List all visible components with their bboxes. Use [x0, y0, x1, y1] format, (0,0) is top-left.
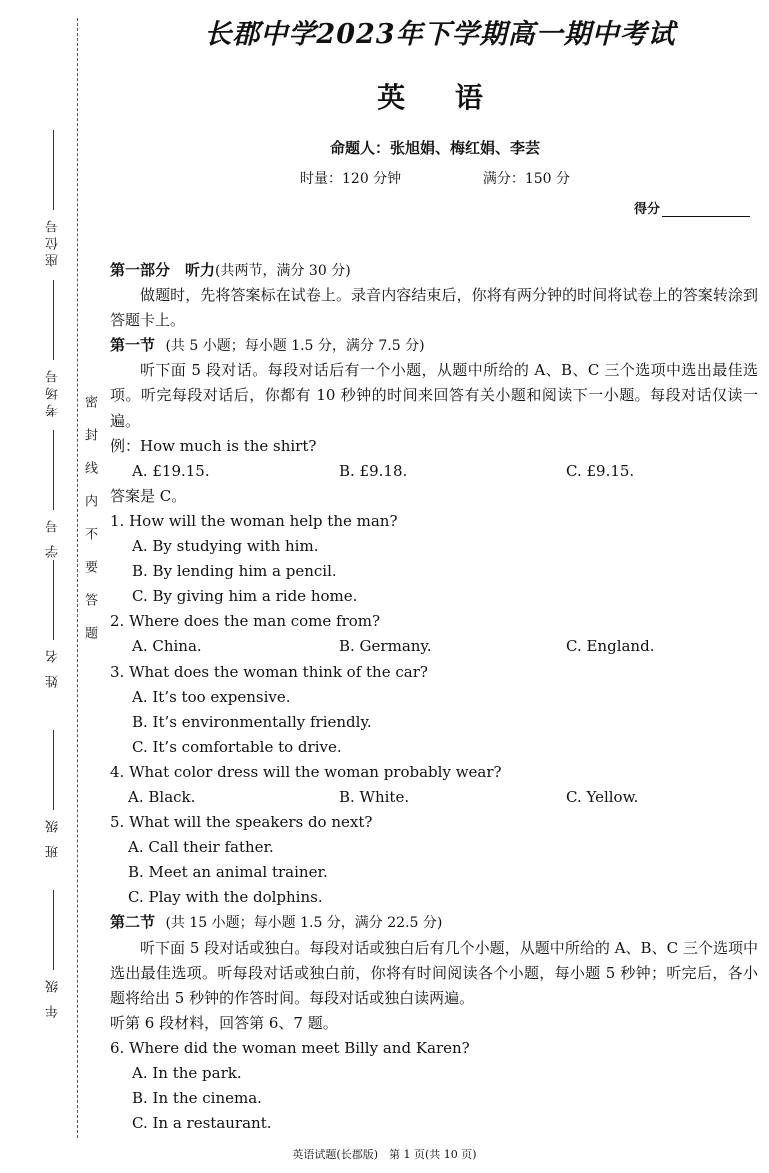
seal-dashed-line — [77, 18, 78, 1138]
score-blank[interactable] — [662, 203, 750, 217]
q4-options — [110, 785, 758, 810]
q5-option-b[interactable]: B. Meet an animal trainer. — [128, 863, 328, 882]
q4-option-a[interactable]: A. Black. — [128, 787, 196, 806]
section1-note: (共 5 小题；每小题 1.5 分，满分 7.5 分) — [165, 338, 425, 355]
question-1: 1. How will the woman help the man? — [110, 511, 398, 530]
example-answer: 答案是 C。 — [110, 486, 187, 505]
example-options — [110, 459, 758, 484]
question-5: 5. What will the speakers do next? — [110, 813, 373, 832]
example-option-a: A. £19.15. — [132, 461, 210, 480]
exam-time: 时量：120 分钟 — [300, 171, 402, 187]
section2-intro: 听下面 5 段对话或独白。每段对话或独白后有几个小题，从题中所给的 A、B、C 三个选项中选出最佳选项。听每段对话或独白前，你将有时间阅读各个小题，每小题 5 秒钟；听完后，各小题将给出 5 秒钟的作答时间。每段对话或独白读两遍。 — [110, 938, 758, 1007]
q1-option-b[interactable]: B. By lending him a pencil. — [132, 562, 337, 581]
question-2: 2. Where does the man come from? — [110, 612, 381, 631]
score-label: 得分 — [634, 202, 661, 217]
class-label: 班 级 — [45, 816, 61, 859]
binding-margin — [0, 0, 100, 1173]
part1-note: (共两节，满分 30 分) — [215, 263, 351, 279]
exam-title: 长郡中学2023年下学期高一期中考试 — [204, 19, 676, 50]
seal-notice: 密封线内不要答题 — [82, 395, 97, 659]
grade-line — [53, 890, 54, 970]
q2-option-c[interactable]: C. England. — [566, 637, 655, 656]
exam-subject: 英 语 — [377, 81, 483, 114]
part1-intro: 做题时，先将答案标在试卷上。录音内容结束后，你将有两分钟的时间将试卷上的答案转涂到答题卡上。 — [110, 286, 758, 330]
part1-heading — [110, 258, 758, 283]
name-field[interactable] — [40, 560, 66, 688]
seat-number-field[interactable] — [40, 130, 66, 267]
q5-option-c[interactable]: C. Play with the dolphins. — [128, 888, 323, 907]
part1-title: 第一部分 听力 — [110, 261, 216, 279]
q6-option-a[interactable]: A. In the park. — [132, 1064, 242, 1082]
q3-option-a[interactable]: A. It’s too expensive. — [132, 687, 291, 706]
section1-title: 第一节 — [110, 336, 156, 355]
page-footer: 英语试题(长郡版) 第 1 页(共 10 页) — [292, 1148, 477, 1161]
section2-heading — [110, 910, 758, 935]
grade-field[interactable] — [40, 890, 66, 1018]
name-line — [53, 560, 54, 640]
q3-option-b[interactable]: B. It’s environmentally friendly. — [132, 712, 372, 731]
grade-label: 年 级 — [45, 976, 61, 1019]
section1-heading — [110, 333, 758, 358]
q2-options — [110, 634, 758, 659]
seat-number-line — [53, 130, 54, 210]
example-option-b: B. £9.18. — [339, 461, 408, 480]
q1-option-c[interactable]: C. By giving him a ride home. — [132, 587, 358, 606]
class-line — [53, 730, 54, 810]
q5-option-a[interactable]: A. Call their father. — [128, 838, 274, 857]
section1-intro: 听下面 5 段对话。每段对话后有一个小题，从题中所给的 A、B、C 三个选项中选出最佳选项。听完每段对话后，你都有 10 秒钟的时间来回答有关小题和阅读下一小题。每段对话仅读一遍。 — [110, 361, 758, 430]
q1-option-a[interactable]: A. By studying with him. — [132, 537, 319, 556]
exam-room-line — [53, 280, 54, 360]
section2-note: (共 15 小题；每小题 1.5 分，满分 22.5 分) — [165, 915, 443, 932]
example-question: 例：How much is the shirt? — [110, 436, 317, 455]
q2-option-b[interactable]: B. Germany. — [339, 637, 432, 656]
section2-title: 第二节 — [110, 913, 156, 932]
exam-authors: 命题人：张旭娟、梅红娟、李芸 — [329, 139, 540, 157]
example-option-c: C. £9.15. — [566, 461, 635, 480]
question-4: 4. What color dress will the woman probably wear? — [110, 762, 502, 781]
q3-option-c[interactable]: C. It’s comfortable to drive. — [132, 737, 342, 756]
question-3: 3. What does the woman think of the car? — [110, 662, 428, 681]
student-id-label: 学 号 — [45, 516, 61, 559]
material-note: 听第 6 段材料，回答第 6、7 题。 — [110, 1013, 338, 1032]
seat-number-label: 座位号 — [45, 216, 61, 267]
exam-timing — [300, 168, 570, 188]
q4-option-c[interactable]: C. Yellow. — [566, 787, 639, 806]
q6-option-b[interactable]: B. In the cinema. — [132, 1089, 262, 1108]
class-field[interactable] — [40, 730, 66, 858]
q6-option-c[interactable]: C. In a restaurant. — [132, 1114, 272, 1133]
name-label: 姓 名 — [45, 646, 61, 689]
q2-option-a[interactable]: A. China. — [132, 637, 202, 656]
q4-option-b[interactable]: B. White. — [339, 787, 410, 806]
exam-content — [110, 258, 758, 1136]
exam-full-score: 满分：150 分 — [482, 171, 570, 187]
question-6: 6. Where did the woman meet Billy and Karen? — [110, 1038, 470, 1057]
student-id-field[interactable] — [40, 430, 66, 558]
exam-room-field[interactable] — [40, 280, 66, 417]
exam-room-label: 考场号 — [45, 366, 61, 417]
student-id-line — [53, 430, 54, 510]
score-box — [634, 198, 750, 217]
